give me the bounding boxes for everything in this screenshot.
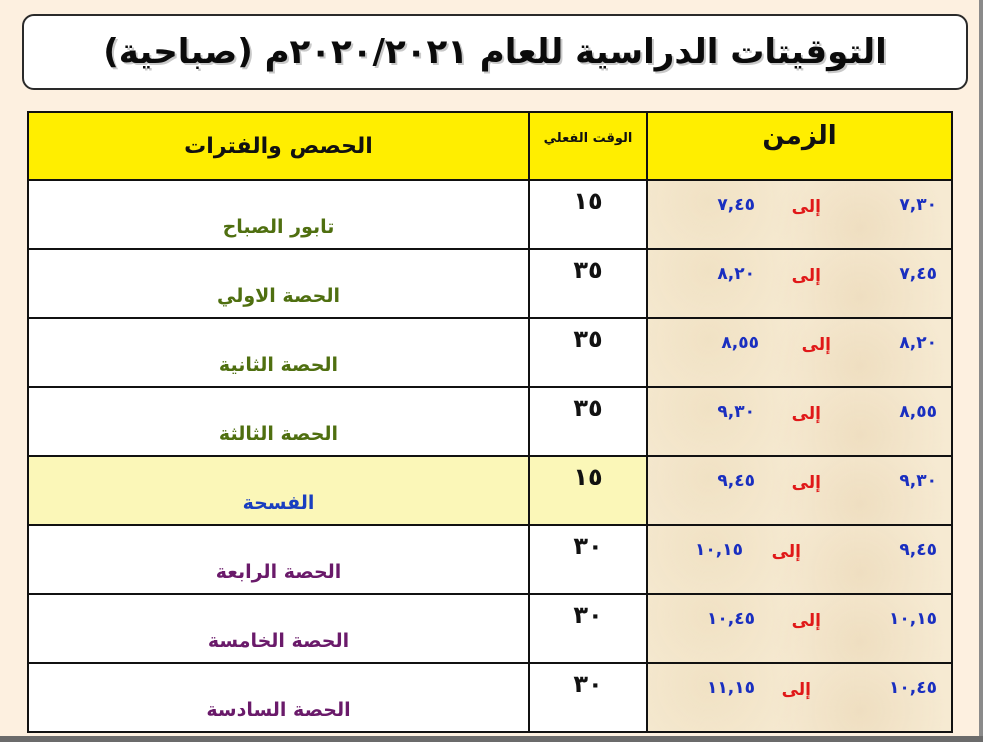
- time-to: ٨,٢٠: [717, 264, 755, 284]
- header-period: الحصص والفترات: [28, 112, 529, 180]
- to-label: إلى: [771, 542, 801, 562]
- time-to: ٨,٥٥: [721, 333, 759, 353]
- schedule-table-container: [27, 111, 953, 731]
- schedule-table: [27, 111, 953, 733]
- table-row: [28, 663, 952, 732]
- table-row: [28, 318, 952, 387]
- period-cell: الحصة السادسة: [28, 663, 529, 732]
- period-cell: الحصة الخامسة: [28, 594, 529, 663]
- table-row: [28, 249, 952, 318]
- time-cell: [647, 387, 952, 456]
- time-from: ٩,٤٥: [899, 540, 937, 560]
- to-label: إلى: [791, 473, 821, 493]
- window-edge-bottom: [0, 736, 983, 742]
- to-label: إلى: [791, 611, 821, 631]
- to-label: إلى: [791, 197, 821, 217]
- time-from: ٨,٥٥: [899, 402, 937, 422]
- header-duration: الوقت الفعلي: [529, 112, 647, 180]
- table-row: [28, 594, 952, 663]
- period-cell: الحصة الرابعة: [28, 525, 529, 594]
- table-row: [28, 456, 952, 525]
- time-cell: [647, 249, 952, 318]
- to-label: إلى: [781, 680, 811, 700]
- time-from: ٨,٢٠: [899, 333, 937, 353]
- table-row: [28, 525, 952, 594]
- time-from: ٧,٤٥: [899, 264, 937, 284]
- time-to: ٧,٤٥: [717, 195, 755, 215]
- table-row: [28, 387, 952, 456]
- time-cell: [647, 594, 952, 663]
- header-time: الزمن: [647, 112, 952, 180]
- time-cell: [647, 525, 952, 594]
- time-to: ٩,٤٥: [717, 471, 755, 491]
- window-edge-right: [979, 0, 983, 742]
- duration-cell: ١٥: [529, 456, 647, 525]
- to-label: إلى: [791, 266, 821, 286]
- period-cell: الحصة الثانية: [28, 318, 529, 387]
- header-row: [28, 112, 952, 180]
- period-cell: تابور الصباح: [28, 180, 529, 249]
- time-from: ٩,٣٠: [899, 471, 937, 491]
- time-cell: [647, 456, 952, 525]
- time-cell: [647, 180, 952, 249]
- table-row: [28, 180, 952, 249]
- time-to: ١١,١٥: [707, 678, 755, 698]
- to-label: إلى: [791, 404, 821, 424]
- time-to: ١٠,٤٥: [707, 609, 755, 629]
- time-cell: [647, 318, 952, 387]
- time-cell: [647, 663, 952, 732]
- title-banner: [22, 14, 968, 90]
- duration-cell: ٣٠: [529, 663, 647, 732]
- page-title: التوقيتات الدراسية للعام ٢٠٢٠/٢٠٢١م (صباحية): [103, 32, 887, 72]
- time-from: ١٠,٤٥: [889, 678, 937, 698]
- to-label: إلى: [801, 335, 831, 355]
- period-cell: الفسحة: [28, 456, 529, 525]
- time-to: ١٠,١٥: [695, 540, 743, 560]
- period-cell: الحصة الثالثة: [28, 387, 529, 456]
- duration-cell: ٣٥: [529, 318, 647, 387]
- time-from: ١٠,١٥: [889, 609, 937, 629]
- period-cell: الحصة الاولي: [28, 249, 529, 318]
- time-to: ٩,٣٠: [717, 402, 755, 422]
- duration-cell: ٣٥: [529, 387, 647, 456]
- duration-cell: ٣٠: [529, 525, 647, 594]
- duration-cell: ٣٠: [529, 594, 647, 663]
- duration-cell: ٣٥: [529, 249, 647, 318]
- duration-cell: ١٥: [529, 180, 647, 249]
- time-from: ٧,٣٠: [899, 195, 937, 215]
